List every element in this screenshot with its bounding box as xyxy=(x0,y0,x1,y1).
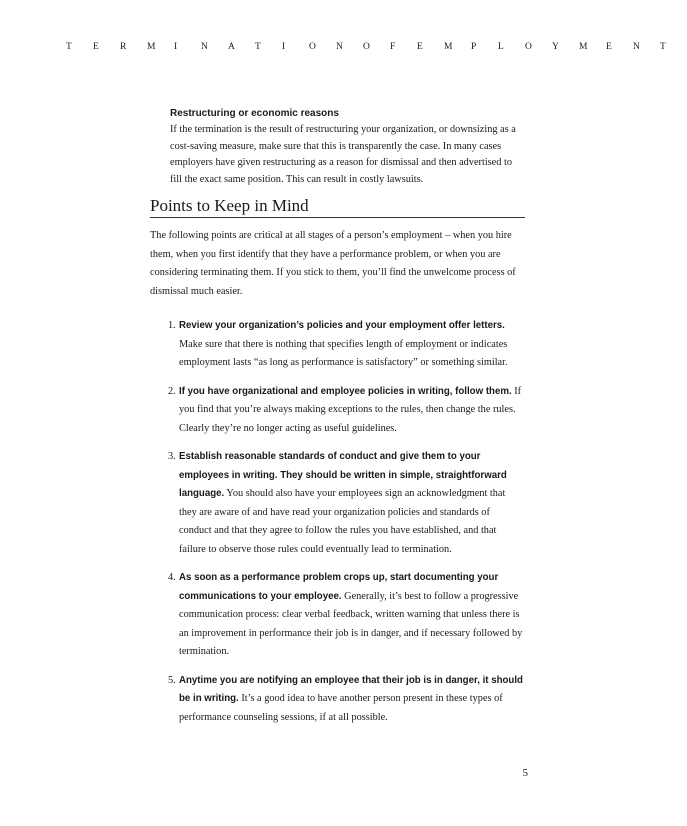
running-header-word: O F xyxy=(363,42,396,52)
page-number: 5 xyxy=(522,767,528,779)
restructuring-heading: Restructuring or economic reasons xyxy=(170,108,339,119)
item-body: If you find that you’re always making exceptions to the rules, then change the rules. Clearly they’re no longer acting as useful guidelines. xyxy=(179,385,522,434)
item-number: 1. xyxy=(168,320,176,331)
running-header xyxy=(66,42,666,52)
item-lead: As soon as a performance problem crops up, start documenting your communications to your employee. xyxy=(179,572,499,602)
item-lead: Anytime you are notifying an employee that their job is in danger, it should be in writing. xyxy=(179,674,523,704)
item-number: 5. xyxy=(168,674,176,686)
item-number: 4. xyxy=(168,572,176,583)
item-body: Generally, it’s best to follow a progressive communication process: clear verbal feedback, written warning that unless there is an improvement in performance their job is in danger, and if necessary followed by termination. xyxy=(179,590,523,657)
section-title: Points to Keep in Mind xyxy=(150,196,525,218)
item-body: Make sure that there is nothing that specifies length of employment or indicates employment lasts “as long as performance is satisfactory” or something similar. xyxy=(179,338,508,368)
list-item xyxy=(150,448,525,559)
list-item xyxy=(150,317,525,373)
item-number: 2. xyxy=(168,385,176,397)
restructuring-body: If the termination is the result of restructuring your organization, or downsizing as a cost-saving measure, make sure that this is transparently the case. In many cases employers have given restructuring as a reason for dismissal and then advertised to fill the exact same position. This can result in costly lawsuits. xyxy=(170,124,516,185)
running-header-word: T E R M I N A T I O N xyxy=(66,42,343,52)
item-lead: Establish reasonable standards of conduct and give them to your employees in writing. They should be written in simple, straightforward language. xyxy=(179,451,507,499)
item-lead: If you have organizational and employee policies in writing, follow them. xyxy=(179,385,512,397)
restructuring-block xyxy=(170,108,522,188)
list-item xyxy=(150,569,525,662)
list-item xyxy=(150,672,525,728)
running-header-word: E M P L O Y M E N T xyxy=(417,42,666,52)
points-list xyxy=(150,317,525,727)
section-intro: The following points are critical at all stages of a person’s employment – when you hire them, when you first identify that they have a performance problem, or when you are considering terminating them. If you stick to them, you’ll find the unwelcome process of dismissal much easier. xyxy=(150,230,516,297)
item-number: 3. xyxy=(168,451,176,462)
item-body: You should also have your employees sign an acknowledgment that they are aware of and have read your organization policies and standards of conduct and that they agree to follow the rules you have established, and that failure to observe those rules could eventually lead to termination. xyxy=(179,488,506,555)
item-lead: Review your organization’s policies and your employment offer letters. xyxy=(179,320,505,331)
item-body: It’s a good idea to have another person present in these types of performance counseling sessions, if at all possible. xyxy=(179,693,503,723)
points-section xyxy=(150,196,525,737)
list-item xyxy=(150,383,525,439)
